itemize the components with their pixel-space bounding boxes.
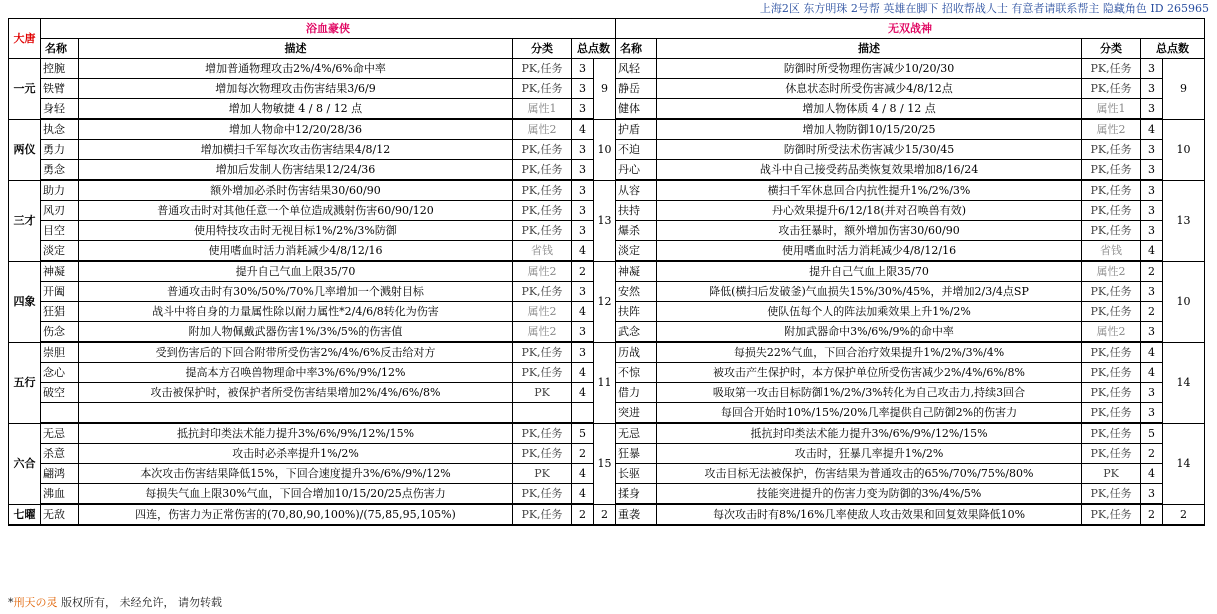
group-left-title: 浴血豪侠 <box>41 19 616 39</box>
skill-desc-left: 提高本方召唤兽物理命中率3%/6%/9%/12% <box>79 363 513 383</box>
skill-name-left: 狂猖 <box>41 302 79 322</box>
skill-desc-left: 使用嗜血时活力消耗减少4/8/12/16 <box>79 241 513 262</box>
skill-points-left: 4 <box>572 241 594 262</box>
skill-points-right: 3 <box>1141 282 1163 302</box>
skill-desc-right: 丹心效果提升6/12/18(并对召唤兽有效) <box>657 201 1082 221</box>
skill-points-right: 2 <box>1141 504 1163 525</box>
skill-name-left: 翩鸿 <box>41 464 79 484</box>
skill-name-right: 静岳 <box>616 79 657 99</box>
skill-desc-left: 抵抗封印类法术能力提升3%/6%/9%/12%/15% <box>79 423 513 444</box>
skill-desc-left: 攻击时必杀率提升1%/2% <box>79 444 513 464</box>
skill-points-left: 3 <box>572 160 594 181</box>
skill-points-left: 3 <box>572 322 594 343</box>
skill-desc-left: 增加后发制人伤害结果12/24/36 <box>79 160 513 181</box>
skill-name-right: 狂暴 <box>616 444 657 464</box>
skill-name-right: 从容 <box>616 180 657 201</box>
group-right-title: 无双战神 <box>616 19 1205 39</box>
skill-name-right: 长驱 <box>616 464 657 484</box>
skill-category-left: PK,任务 <box>513 423 572 444</box>
skill-points-right: 3 <box>1141 59 1163 79</box>
skill-points-right: 3 <box>1141 201 1163 221</box>
skill-desc-left: 普通攻击时对其他任意一个单位造成溅射伤害60/90/120 <box>79 201 513 221</box>
footer-text: 版权所有， 未经允许， 请勿转载 <box>57 596 222 609</box>
skill-category-right: 省钱 <box>1082 241 1141 262</box>
skill-points-right: 3 <box>1141 383 1163 403</box>
skill-name-right: 揉身 <box>616 484 657 505</box>
table-row <box>9 342 1205 363</box>
skill-points-left <box>572 403 594 424</box>
tier-total-right: 14 <box>1163 423 1205 504</box>
skill-category-left: PK,任务 <box>513 79 572 99</box>
skill-desc-left: 增加每次物理攻击伤害结果3/6/9 <box>79 79 513 99</box>
skill-desc-right: 增加人物体质 4 / 8 / 12 点 <box>657 99 1082 120</box>
skill-category-left: 属性2 <box>513 302 572 322</box>
skill-category-right: PK,任务 <box>1082 282 1141 302</box>
skill-desc-right: 横扫千军休息回合内抗性提升1%/2%/3% <box>657 180 1082 201</box>
skill-name-left: 念心 <box>41 363 79 383</box>
skill-points-right: 2 <box>1141 261 1163 282</box>
skill-desc-left: 增加人物命中12/20/28/36 <box>79 119 513 140</box>
skill-points-right: 3 <box>1141 140 1163 160</box>
skill-name-right: 神凝 <box>616 261 657 282</box>
skill-name-right: 武念 <box>616 322 657 343</box>
table-row <box>9 180 1205 201</box>
tier-total-left: 15 <box>594 423 616 504</box>
skill-name-right: 爆杀 <box>616 221 657 241</box>
skill-category-left: PK,任务 <box>513 201 572 221</box>
skill-points-right: 3 <box>1141 180 1163 201</box>
skill-category-left: PK <box>513 464 572 484</box>
skill-desc-right: 休息状态时所受伤害减少4/8/12点 <box>657 79 1082 99</box>
skill-category-left: PK,任务 <box>513 180 572 201</box>
skill-name-right: 突进 <box>616 403 657 424</box>
skill-name-left: 淡定 <box>41 241 79 262</box>
skill-points-left: 3 <box>572 59 594 79</box>
skill-desc-left: 受到伤害后的下回合附带所受伤害2%/4%/6%反击给对方 <box>79 342 513 363</box>
copyright-footer <box>8 594 222 610</box>
header-cat-left: 分类 <box>513 39 572 59</box>
tier-total-left: 9 <box>594 59 616 120</box>
skill-desc-left: 附加人物佩戴武器伤害1%/3%/5%的伤害值 <box>79 322 513 343</box>
skill-name-right: 安然 <box>616 282 657 302</box>
tier-label: 三才 <box>9 180 41 261</box>
header-points-left: 总点数 <box>572 39 616 59</box>
skill-desc-left: 四连，伤害力为正常伤害的(70,80,90,100%)/(75,85,95,105%) <box>79 504 513 525</box>
skill-points-right: 3 <box>1141 484 1163 505</box>
skill-category-left: 属性2 <box>513 119 572 140</box>
skill-name-right: 护盾 <box>616 119 657 140</box>
skill-category-right: PK,任务 <box>1082 342 1141 363</box>
skill-name-left: 沸血 <box>41 484 79 505</box>
table-row <box>9 504 1205 525</box>
skill-desc-left: 增加普通物理攻击2%/4%/6%命中率 <box>79 59 513 79</box>
skill-name-left: 身轻 <box>41 99 79 120</box>
skill-name-left: 铁臂 <box>41 79 79 99</box>
header-desc-right: 描述 <box>657 39 1082 59</box>
tier-total-left: 12 <box>594 261 616 342</box>
skill-desc-right: 增加人物防御10/15/20/25 <box>657 119 1082 140</box>
skill-name-right: 重袭 <box>616 504 657 525</box>
skill-points-left: 3 <box>572 99 594 120</box>
skill-category-right: PK,任务 <box>1082 180 1141 201</box>
skill-name-right: 不迫 <box>616 140 657 160</box>
tier-total-right: 10 <box>1163 261 1205 342</box>
header-name-left: 名称 <box>41 39 79 59</box>
skill-desc-right: 抵抗封印类法术能力提升3%/6%/9%/12%/15% <box>657 423 1082 444</box>
skill-desc-right: 防御时所受物理伤害减少10/20/30 <box>657 59 1082 79</box>
skill-category-right: PK,任务 <box>1082 444 1141 464</box>
skill-category-right: PK,任务 <box>1082 504 1141 525</box>
tier-total-left: 10 <box>594 119 616 180</box>
skill-desc-right: 每回合开始时10%/15%/20%几率提供自己防御2%的伤害力 <box>657 403 1082 424</box>
skill-category-left: PK,任务 <box>513 342 572 363</box>
skill-category-right: PK,任务 <box>1082 363 1141 383</box>
tier-label: 四象 <box>9 261 41 342</box>
tier-total-right: 9 <box>1163 59 1205 120</box>
skill-points-right: 3 <box>1141 221 1163 241</box>
table-row <box>9 423 1205 444</box>
skill-category-right: PK,任务 <box>1082 140 1141 160</box>
top-info-banner: 上海2区 东方明珠 2号帮 英雄在脚下 招收帮战人士 有意者请联系帮主 隐藏角色 ID 265965 <box>759 2 1209 15</box>
skill-desc-left <box>79 403 513 424</box>
skill-name-left: 风刃 <box>41 201 79 221</box>
skill-points-right: 2 <box>1141 444 1163 464</box>
dynasty-label: 大唐 <box>9 19 41 59</box>
skill-desc-left: 额外增加必杀时伤害结果30/60/90 <box>79 180 513 201</box>
skill-category-left: 属性2 <box>513 261 572 282</box>
skill-name-left: 无敌 <box>41 504 79 525</box>
skill-points-left: 3 <box>572 342 594 363</box>
skill-points-left: 2 <box>572 261 594 282</box>
tier-total-left: 11 <box>594 342 616 423</box>
header-name-right: 名称 <box>616 39 657 59</box>
skill-points-left: 3 <box>572 79 594 99</box>
skill-desc-left: 提升自己气血上限35/70 <box>79 261 513 282</box>
skill-points-left: 3 <box>572 140 594 160</box>
footer-brand: 刑天の灵 <box>13 596 58 609</box>
skill-name-left <box>41 403 79 424</box>
skill-category-right: PK <box>1082 464 1141 484</box>
skill-name-right: 不惊 <box>616 363 657 383</box>
header-cat-right: 分类 <box>1082 39 1141 59</box>
skill-category-left: 属性2 <box>513 322 572 343</box>
skill-desc-right: 附加武器命中3%/6%/9%的命中率 <box>657 322 1082 343</box>
skill-desc-right: 每次攻击时有8%/16%几率使敌人攻击效果和回复效果降低10% <box>657 504 1082 525</box>
skill-points-left: 3 <box>572 180 594 201</box>
skill-name-right: 健体 <box>616 99 657 120</box>
table-row <box>9 261 1205 282</box>
skill-points-right: 4 <box>1141 464 1163 484</box>
skill-points-right: 3 <box>1141 403 1163 424</box>
skill-points-right: 3 <box>1141 322 1163 343</box>
skill-desc-left: 普通攻击时有30%/50%/70%几率增加一个溅射目标 <box>79 282 513 302</box>
skill-desc-right: 使队伍每个人的阵法加乘效果上升1%/2% <box>657 302 1082 322</box>
skill-desc-right: 防御时所受法术伤害减少15/30/45 <box>657 140 1082 160</box>
tier-total-right: 2 <box>1163 504 1205 525</box>
skill-name-right: 扶阵 <box>616 302 657 322</box>
header-points-right: 总点数 <box>1141 39 1205 59</box>
skill-desc-left: 本次攻击伤害结果降低15%，下回合速度提升3%/6%/9%/12% <box>79 464 513 484</box>
skill-category-right: PK,任务 <box>1082 403 1141 424</box>
skill-desc-right: 提升自己气血上限35/70 <box>657 261 1082 282</box>
skill-category-right: PK,任务 <box>1082 383 1141 403</box>
skill-name-left: 神凝 <box>41 261 79 282</box>
skill-name-left: 无忌 <box>41 423 79 444</box>
skill-points-right: 4 <box>1141 119 1163 140</box>
skill-desc-right: 降低(横扫后发破釜)气血损失15%/30%/45%，并增加2/3/4点SP <box>657 282 1082 302</box>
skill-category-right: PK,任务 <box>1082 302 1141 322</box>
tier-label: 七曜 <box>9 504 41 525</box>
skill-category-right: 属性2 <box>1082 261 1141 282</box>
skill-desc-right: 吸取第一攻击目标防御1%/2%/3%转化为自己攻击力,持续3回合 <box>657 383 1082 403</box>
skill-desc-right: 攻击目标无法被保护，伤害结果为普通攻击的65%/70%/75%/80% <box>657 464 1082 484</box>
skill-points-left: 4 <box>572 464 594 484</box>
skill-points-left: 3 <box>572 282 594 302</box>
skill-category-right: 属性2 <box>1082 322 1141 343</box>
skill-points-left: 4 <box>572 363 594 383</box>
skill-category-right: PK,任务 <box>1082 221 1141 241</box>
skill-category-left: PK,任务 <box>513 504 572 525</box>
skill-category-right: PK,任务 <box>1082 59 1141 79</box>
skill-name-left: 破空 <box>41 383 79 403</box>
skill-category-right: PK,任务 <box>1082 201 1141 221</box>
skill-category-right: PK,任务 <box>1082 423 1141 444</box>
skill-category-left: PK,任务 <box>513 282 572 302</box>
skill-name-right: 扶持 <box>616 201 657 221</box>
tier-label: 一元 <box>9 59 41 120</box>
skill-desc-right: 使用嗜血时活力消耗减少4/8/12/16 <box>657 241 1082 262</box>
skill-desc-right: 技能突进提升的伤害力变为防御的3%/4%/5% <box>657 484 1082 505</box>
skill-points-left: 4 <box>572 484 594 505</box>
skill-points-left: 2 <box>572 444 594 464</box>
skill-name-right: 历战 <box>616 342 657 363</box>
skill-category-left: PK,任务 <box>513 363 572 383</box>
skill-points-right: 4 <box>1141 363 1163 383</box>
skill-name-right: 淡定 <box>616 241 657 262</box>
skill-desc-left: 战斗中将自身的力量属性除以耐力属性*2/4/6/8转化为伤害 <box>79 302 513 322</box>
skill-desc-left: 使用特技攻击时无视目标1%/2%/3%防御 <box>79 221 513 241</box>
skill-points-left: 4 <box>572 302 594 322</box>
footer-prefix: * <box>8 596 14 609</box>
skill-category-left: PK,任务 <box>513 221 572 241</box>
skill-category-left: PK,任务 <box>513 484 572 505</box>
skill-table <box>8 18 1205 526</box>
skill-points-right: 3 <box>1141 99 1163 120</box>
skill-category-right: PK,任务 <box>1082 484 1141 505</box>
skill-category-right: PK,任务 <box>1082 160 1141 181</box>
skill-name-left: 崇胆 <box>41 342 79 363</box>
skill-points-right: 2 <box>1141 302 1163 322</box>
skill-category-left: PK,任务 <box>513 160 572 181</box>
skill-points-right: 4 <box>1141 342 1163 363</box>
skill-points-right: 3 <box>1141 160 1163 181</box>
skill-name-left: 杀意 <box>41 444 79 464</box>
tier-total-left: 13 <box>594 180 616 261</box>
skill-desc-right: 攻击狂暴时，额外增加伤害30/60/90 <box>657 221 1082 241</box>
skill-category-left: 省钱 <box>513 241 572 262</box>
skill-points-right: 4 <box>1141 241 1163 262</box>
skill-name-left: 伤念 <box>41 322 79 343</box>
table-row <box>9 119 1205 140</box>
skill-points-right: 3 <box>1141 79 1163 99</box>
skill-name-right: 丹心 <box>616 160 657 181</box>
skill-category-left: PK,任务 <box>513 59 572 79</box>
skill-name-left: 开阖 <box>41 282 79 302</box>
tier-label: 六合 <box>9 423 41 504</box>
skill-desc-right: 被攻击产生保护时，本方保护单位所受伤害减少2%/4%/6%/8% <box>657 363 1082 383</box>
skill-category-right: PK,任务 <box>1082 79 1141 99</box>
skill-name-left: 目空 <box>41 221 79 241</box>
skill-points-left: 5 <box>572 423 594 444</box>
tier-total-right: 14 <box>1163 342 1205 423</box>
skill-name-right: 无忌 <box>616 423 657 444</box>
skill-points-left: 4 <box>572 383 594 403</box>
skill-desc-right: 攻击时，狂暴几率提升1%/2% <box>657 444 1082 464</box>
skill-category-left: 属性1 <box>513 99 572 120</box>
skill-name-left: 执念 <box>41 119 79 140</box>
header-desc-left: 描述 <box>79 39 513 59</box>
skill-name-left: 勇力 <box>41 140 79 160</box>
skill-name-right: 风轻 <box>616 59 657 79</box>
tier-label: 两仪 <box>9 119 41 180</box>
skill-name-left: 助力 <box>41 180 79 201</box>
skill-category-left: PK,任务 <box>513 444 572 464</box>
skill-points-right: 5 <box>1141 423 1163 444</box>
skill-category-left <box>513 403 572 424</box>
skill-points-left: 2 <box>572 504 594 525</box>
skill-points-left: 3 <box>572 201 594 221</box>
skill-desc-left: 增加横扫千军每次攻击伤害结果4/8/12 <box>79 140 513 160</box>
tier-total-left: 2 <box>594 504 616 525</box>
skill-points-left: 3 <box>572 221 594 241</box>
skill-name-left: 勇念 <box>41 160 79 181</box>
tier-total-right: 10 <box>1163 119 1205 180</box>
skill-desc-right: 每损失22%气血，下回合治疗效果提升1%/2%/3%/4% <box>657 342 1082 363</box>
skill-category-left: PK,任务 <box>513 140 572 160</box>
skill-desc-right: 战斗中自己接受药品类恢复效果增加8/16/24 <box>657 160 1082 181</box>
skill-name-right: 借力 <box>616 383 657 403</box>
skill-category-right: 属性1 <box>1082 99 1141 120</box>
skill-desc-left: 增加人物敏捷 4 / 8 / 12 点 <box>79 99 513 120</box>
skill-category-right: 属性2 <box>1082 119 1141 140</box>
skill-points-left: 4 <box>572 119 594 140</box>
table-row <box>9 59 1205 79</box>
tier-total-right: 13 <box>1163 180 1205 261</box>
skill-desc-left: 攻击被保护时，被保护者所受伤害结果增加2%/4%/6%/8% <box>79 383 513 403</box>
skill-category-left: PK <box>513 383 572 403</box>
skill-name-left: 控腕 <box>41 59 79 79</box>
tier-label: 五行 <box>9 342 41 423</box>
skill-desc-left: 每损失气血上限30%气血，下回合增加10/15/20/25点伤害力 <box>79 484 513 505</box>
